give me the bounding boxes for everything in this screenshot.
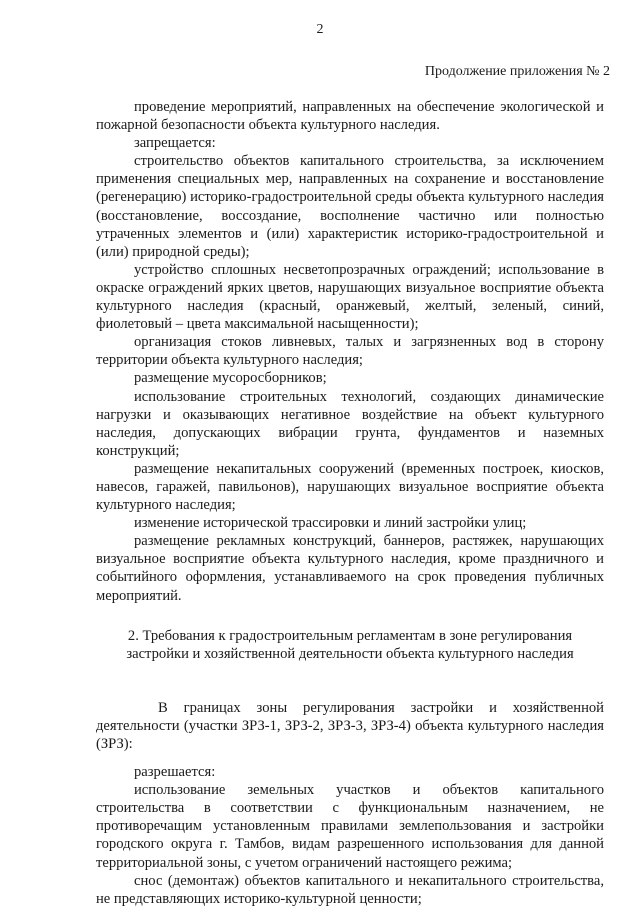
allowed-label: разрешается:: [134, 764, 216, 781]
intro-paragraph: В границах зоны регулирования застройки и хозяйственной деятельности (участки ЗРЗ-1, ЗРЗ-2, ЗРЗ-3, ЗРЗ-4) объекта культурного наследия (ЗРЗ):: [96, 699, 604, 752]
document-body: [96, 98, 604, 908]
paragraph: использование строительных технологий, создающих динамические нагрузки и оказывающих негативное воздействие на объект культурного наследия, допускающих вибрации грунта, фундаментов и наземных конструкций;: [96, 388, 604, 459]
page-number: 2: [316, 22, 324, 37]
continuation-note: Продолжение приложения № 2: [424, 64, 610, 79]
paragraph: размещение рекламных конструкций, баннеров, растяжек, нарушающих визуальное восприятие объекта культурного наследия, кроме праздничного и событийного оформления, устанавливаемого на срок проведения публичных мероприятий.: [96, 533, 604, 604]
paragraph: организация стоков ливневых, талых и загрязненных вод в сторону территории объекта культурного наследия;: [96, 334, 604, 369]
paragraph: размещение мусоросборников;: [134, 370, 327, 387]
paragraph: изменение исторической трассировки и линий застройки улиц;: [134, 515, 527, 532]
section-heading: 2. Требования к градостроительным регламентам в зоне регулирования застройки и хозяйственной деятельности объекта культурного наследия: [126, 627, 574, 662]
paragraph: строительство объектов капитального строительства, за исключением применения специальных мер, направленных на сохранение и восстановление (регенерацию) историко-градостроительной среды объекта культурного наследия (восстановление, воссоздание, восполнение частично или полностью утраченных элементов и (или) характеристик историко-градостроительной и (или) природной среды);: [96, 153, 604, 260]
paragraph: проведение мероприятий, направленных на обеспечение экологической и пожарной безопасности объекта культурного наследия.: [96, 99, 604, 134]
paragraph: размещение некапитальных сооружений (временных построек, киосков, навесов, гаражей, павильонов), нарушающих визуальное восприятие объекта культурного наследия;: [96, 460, 604, 514]
allowed-item: снос (демонтаж) объектов капитального и некапитального строительства, не представляющих историко-культурной ценности;: [96, 872, 604, 907]
paragraph: запрещается:: [134, 135, 216, 152]
allowed-item: использование земельных участков и объектов капитального строительства в соответствии с функциональным назначением, не противоречащим установленным правилами землепользования и застройки городского округа г. Тамбов, видам разрешенного использования для данной территориальной зоны, с учетом ограничений настоящего режима;: [96, 782, 604, 871]
paragraph: устройство сплошных несветопрозрачных ограждений; использование в окраске ограждений ярких цветов, нарушающих визуальное восприятие объекта культурного наследия (красный, оранжевый, желтый, зеленый, синий, фиолетовый – цвета максимальной насыщенности);: [96, 261, 604, 333]
